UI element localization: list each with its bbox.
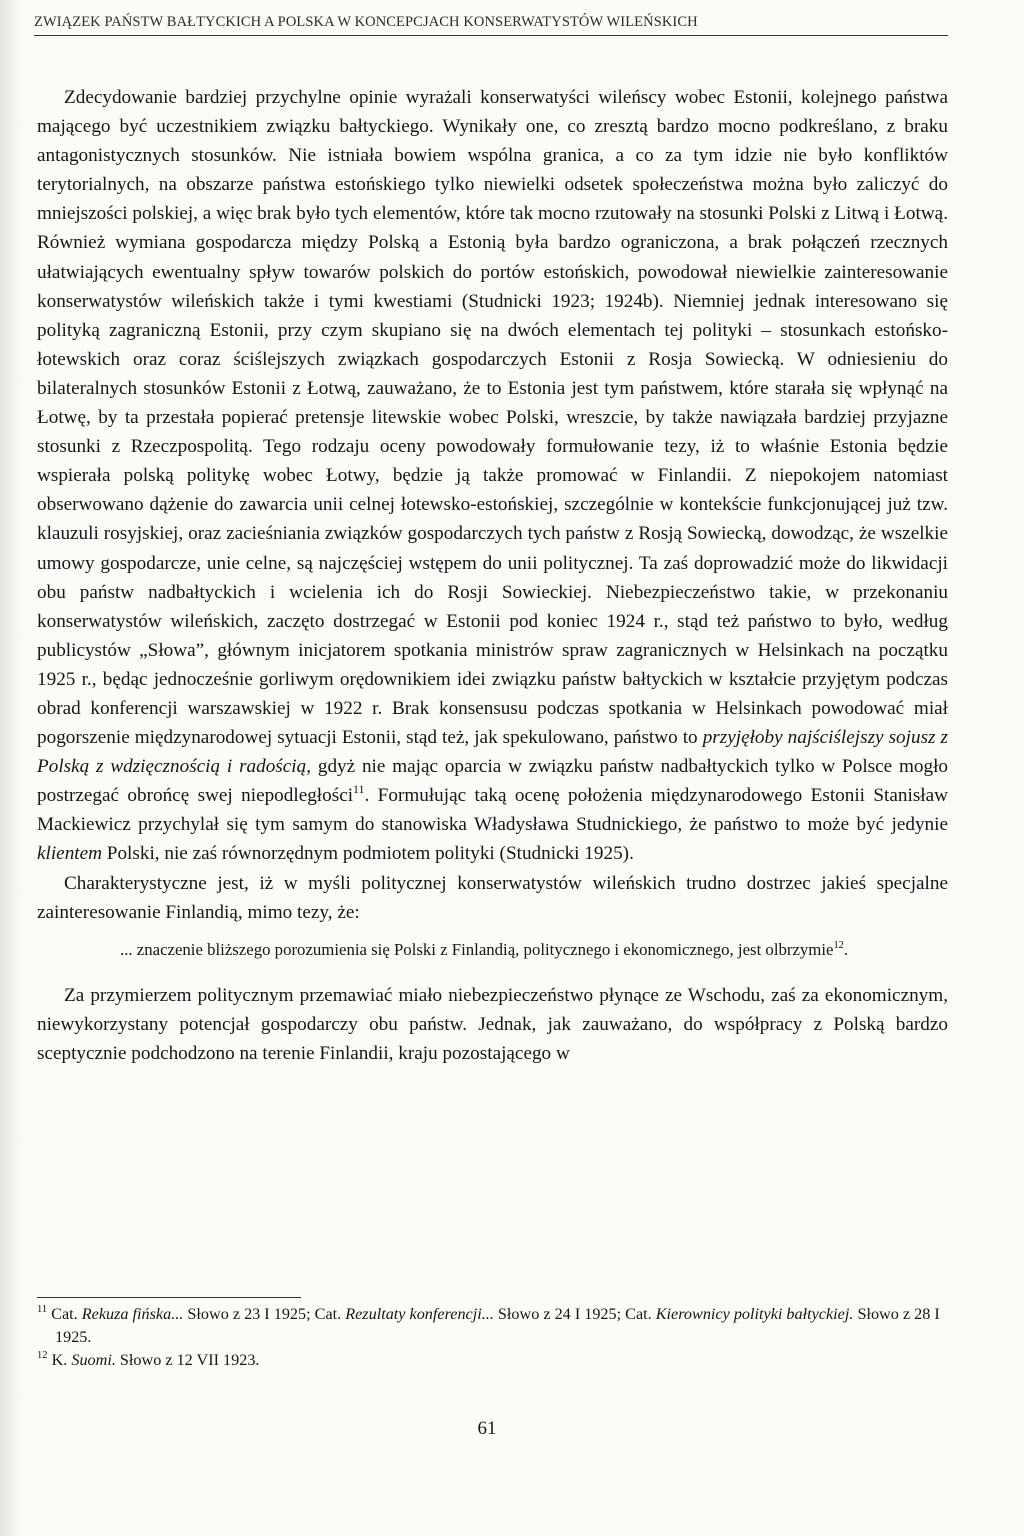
paragraph-alliance: Za przymierzem politycznym przemawiać miało niebezpieczeństwo płynące ze Wschodu, zaś za ekonomicznym, niewykorzystany potencjał gospodarczy obu państw. Jednak, jak zauważano, do współpracy z Polską bardzo sceptycznie podchodzono na terenie Finlandii, kraju pozostającego w [37,984,948,1064]
italic-quote: przyjęłoby najściślejszy sojusz z Polską z wdzięcznością i radością, [37,727,948,778]
footnote-text: Słowo z 12 VII 1923. [115,1351,260,1369]
paragraph-text: Zdecydowanie bardziej przychylne opinie wyrażali konserwatyści wileńscy wobec Estonii, kolejnego państwa mającego być uczestnikiem związku bałtyckiego. Wynikały one, co zresztą bardzo mocno podkreślano, z braku antagonistycznych stosunków. Nie istniała bowiem wspólna granica, a co za tym idzie nie było konfliktów terytorialnych, na obszarze państwa estońskiego tylko niewielki odsetek społeczeństwa można było zaliczyć do mniejszości polskiej, a więc brak było tych elementów, które tak mocno rzutowały na stosunki Polski z Litwą i Łotwą. Również wymiana gospodarcza między Polską a Estonią była bardzo ograniczona, a brak połączeń rzecznych ułatwiających ewentualny spływ towarów polskich do portów estońskich, powodował niewielkie zainteresowanie konserwatystów wileńskich także i tymi kwestiami (Studnicki 1923; 1924b). Niemniej jednak interesowano się polityką zagraniczną Estonii, przy czym skupiano się na dwóch elementach tej polityki – stosunkach estońsko-łotewskich oraz coraz ściślejszych związkach gospodarczych Estonii z Rosja Sowiecką. W odniesieniu do bilateralnych stosunków Estonii z Łotwą, zauważano, że to Estonia jest tym państwem, które starała się wpłynąć na Łotwę, by ta przestała popierać pretensje litewskie wobec Polski, wreszcie, by także nawiązała bardziej przyjazne stosunki z Rzeczpospolitą. Tego rodzaju oceny powodowały formułowanie tezy, iż to właśnie Estonia będzie wspierała polską politykę wobec Łotwy, będzie ją także promować w Finlandii. Z niepokojem natomiast obserwowano dążenie do zawarcia unii celnej łotewsko-estońskiej, szczególnie w kontekście funkcjonującej już tzw. klauzuli rosyjskiej, oraz zacieśniania związków gospodarczych tych państw z Rosją Sowiecką, dowodząc, że wszelkie umowy gospodarcze, unie celne, są najczęściej wstępem do unii politycznej. Ta zaś doprowadzić może do likwidacji obu państw nadbałtyckich i wcielenia ich do Rosji Sowieckiej. Niebezpieczeństwo takie, w przekonaniu konserwatystów wileńskich, zaczęto dostrzegać w Estonii pod koniec 1924 r., stąd też państwo to było, według publicystów „Słowa”, głównym inicjatorem spotkania ministrów spraw zagranicznych w Helsinkach na początku 1925 r., będąc jednocześnie gorliwym orędownikiem idei związku państw bałtyckich w kształcie przyjętym podczas obrad konferencji warszawskiej w 1922 r. Brak konsensusu podczas spotkania w Helsinkach powodować miał pogorszenie międzynarodowej sytuacji Estonii, stąd też, jak spekulowano, państwo to [37,87,948,749]
footnotes [37,1303,948,1372]
italic-term: klientem [37,843,102,865]
quote-text: ... znaczenie bliższego porozumienia się Polski z Finlandią, politycznego i ekonomicznego, jest olbrzymie [120,939,834,959]
paragraph-estonia [37,83,948,869]
scan-edge-shadow [0,0,22,1536]
footnote-title: Kierownicy polityki bałtyckiej. [655,1305,854,1323]
paragraph-text: . Formułując taką ocenę położenia międzynarodowego Estonii Stanisław Mackiewicz przychylał się tym samym do stanowiska Władysława Studnickiego, że państwo to może być jedynie [37,785,948,836]
main-text [37,83,948,1068]
footnote-divider [37,1297,301,1298]
paragraph-finland: Charakterystyczne jest, iż w myśli politycznej konserwatystów wileńskich trudno dostrzec jakieś specjalne zainteresowanie Finlandią, mimo tezy, że: [37,872,948,923]
footnote-title: Rezultaty konferencji... [345,1305,494,1323]
footnote-text: Słowo z 28 I 1925. [55,1305,940,1346]
block-quote [120,938,948,961]
footnote-12 [37,1349,948,1372]
footnote-number: 11 [37,1304,48,1316]
footnote-text: Słowo z 24 I 1925; Cat. [493,1305,656,1323]
footnote-ref-11[interactable]: 11 [353,782,365,797]
paragraph-text: Polski, nie zaś równorzędnym podmiotem polityki (Studnicki 1925). [102,843,634,865]
footnote-text: Słowo z 23 I 1925; Cat. [183,1305,346,1323]
footnote-title: Suomi. [71,1351,116,1369]
paragraph-text: gdyż nie mając oparcia w związku państw nadbałtyckich tylko w Polsce mogło postrzegać obrońcę swej niepodległości [37,756,948,807]
footnote-11 [37,1303,948,1349]
running-header: ZWIĄZEK PAŃSTW BAŁTYCKICH A POLSKA W KONCEPCJACH KONSERWATYSTÓW WILEŃSKICH [34,14,948,36]
page-number: 61 [477,1418,497,1439]
footnote-text: Cat. [51,1305,82,1323]
footnote-title: Rekuza fińska... [81,1305,184,1323]
footnote-number: 12 [37,1350,48,1362]
footnote-ref-12[interactable]: 12 [833,939,844,951]
footnote-text: K. [51,1351,72,1369]
quote-end: . [843,939,849,959]
